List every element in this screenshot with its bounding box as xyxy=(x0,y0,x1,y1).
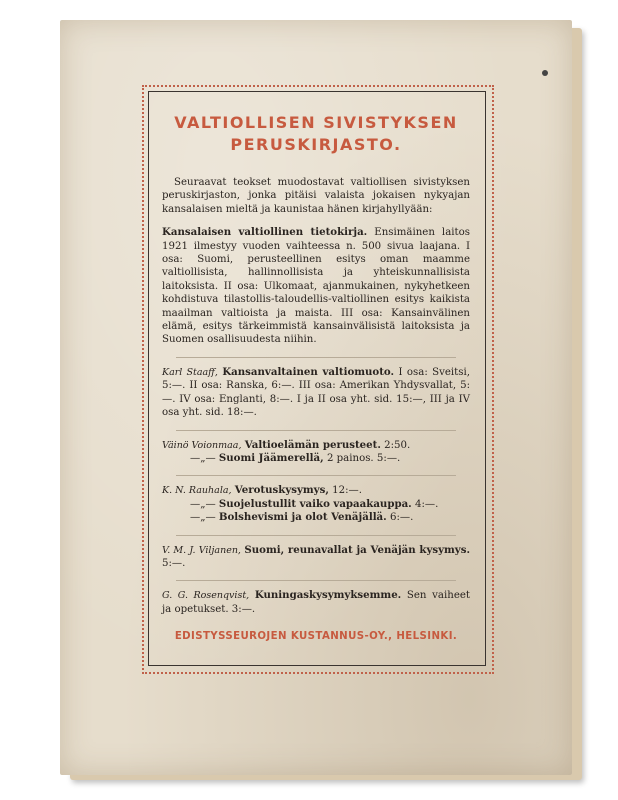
separator xyxy=(176,535,456,536)
book-price: 4:—. xyxy=(414,498,439,510)
book-price: 6:—. xyxy=(389,512,414,524)
book-title: Suojelustullit vaiko vapaakauppa. xyxy=(218,497,412,510)
entry-staaff xyxy=(162,366,470,420)
separator xyxy=(176,475,456,476)
book-title: Valtioelämän perusteet. xyxy=(244,438,381,451)
ditto-mark: —„— xyxy=(190,512,216,524)
book-description: Ensimäinen laitos 1921 ilmestyy vuoden vaihteessa n. 500 sivua laajana. I osa: Suomi, perusteellinen esitys oman maamme valtiollisista, hallinnollisista ja yhteiskunnallisista laitoksista. II osa: Ulkomaat, ajanmukainen, nykyhetkeen kohdistuva tilastollis-taloudellis-valtiollinen esitys kaikista maailman valtioista ja maista. III osa: Kansainvälinen elämä, esitys tärkeimmistä kansainvälisistä laitoksista ja Suomen osallisuudesta niihin. xyxy=(162,227,470,346)
advertisement-text xyxy=(162,112,470,644)
entry-viljanen xyxy=(162,544,470,571)
book-description: Sen vaiheet ja opetukset. 3:—. xyxy=(162,590,470,615)
stain-dot xyxy=(542,70,548,76)
book-title: Suomi Jäämerellä, xyxy=(218,451,324,464)
book-title: Kansalaisen valtiollinen tietokirja. xyxy=(162,226,368,239)
book-title: Verotuskysymys, xyxy=(234,484,329,497)
book-title: Kuningaskysymyksemme. xyxy=(254,589,402,602)
author-name: Väinö Voionmaa, xyxy=(162,439,242,451)
entry-voionmaa xyxy=(162,439,470,466)
ditto-mark: —„— xyxy=(190,452,216,464)
entry-rauhala xyxy=(162,484,470,524)
separator xyxy=(176,357,456,358)
separator xyxy=(176,430,456,431)
book-title: Bolshevismi ja olot Venäjällä. xyxy=(218,511,387,524)
entry-rosenqvist xyxy=(162,589,470,616)
intro-paragraph: Seuraavat teokset muodostavat valtiollisen sivistyksen peruskirjaston, jonka pitäisi valaista jokaisen nykyajan kansalaisen mieltä ja kaunistaa hänen kirjahyllyään: xyxy=(162,177,470,215)
book-title: Suomi, reunavallat ja Venäjän kysymys. xyxy=(244,543,471,556)
book-price: 2 painos. 5:—. xyxy=(326,452,401,464)
book-title: Kansanvaltainen valtiomuoto. xyxy=(222,365,395,378)
ditto-mark: —„— xyxy=(190,498,216,510)
book-price: 5:—. xyxy=(162,557,186,569)
page-title: VALTIOLLISEN SIVISTYKSEN PERUSKIRJASTO. xyxy=(174,113,458,154)
book-price: 2:50. xyxy=(384,439,411,451)
publisher-name: EDISTYSSEUROJEN KUSTANNUS-OY., HELSINKI. xyxy=(174,631,458,643)
book-price: 12:—. xyxy=(332,485,362,497)
entry-tietokirja xyxy=(162,226,470,347)
separator xyxy=(176,580,456,581)
author-name: G. G. Rosenqvist, xyxy=(162,590,250,602)
author-name: V. M. J. Viljanen, xyxy=(162,544,241,556)
book-description: I osa: Sveitsi, 5:—. II osa: Ranska, 6:—. III osa: Amerikan Yhdysvallat, 5:—. IV osa: Englanti, 8:—. I ja II osa yht. sid. 15:—, III ja IV osa yht. sid. 18:—. xyxy=(162,366,470,419)
author-name: K. N. Rauhala, xyxy=(162,485,232,497)
author-name: Karl Staaff, xyxy=(162,366,218,378)
